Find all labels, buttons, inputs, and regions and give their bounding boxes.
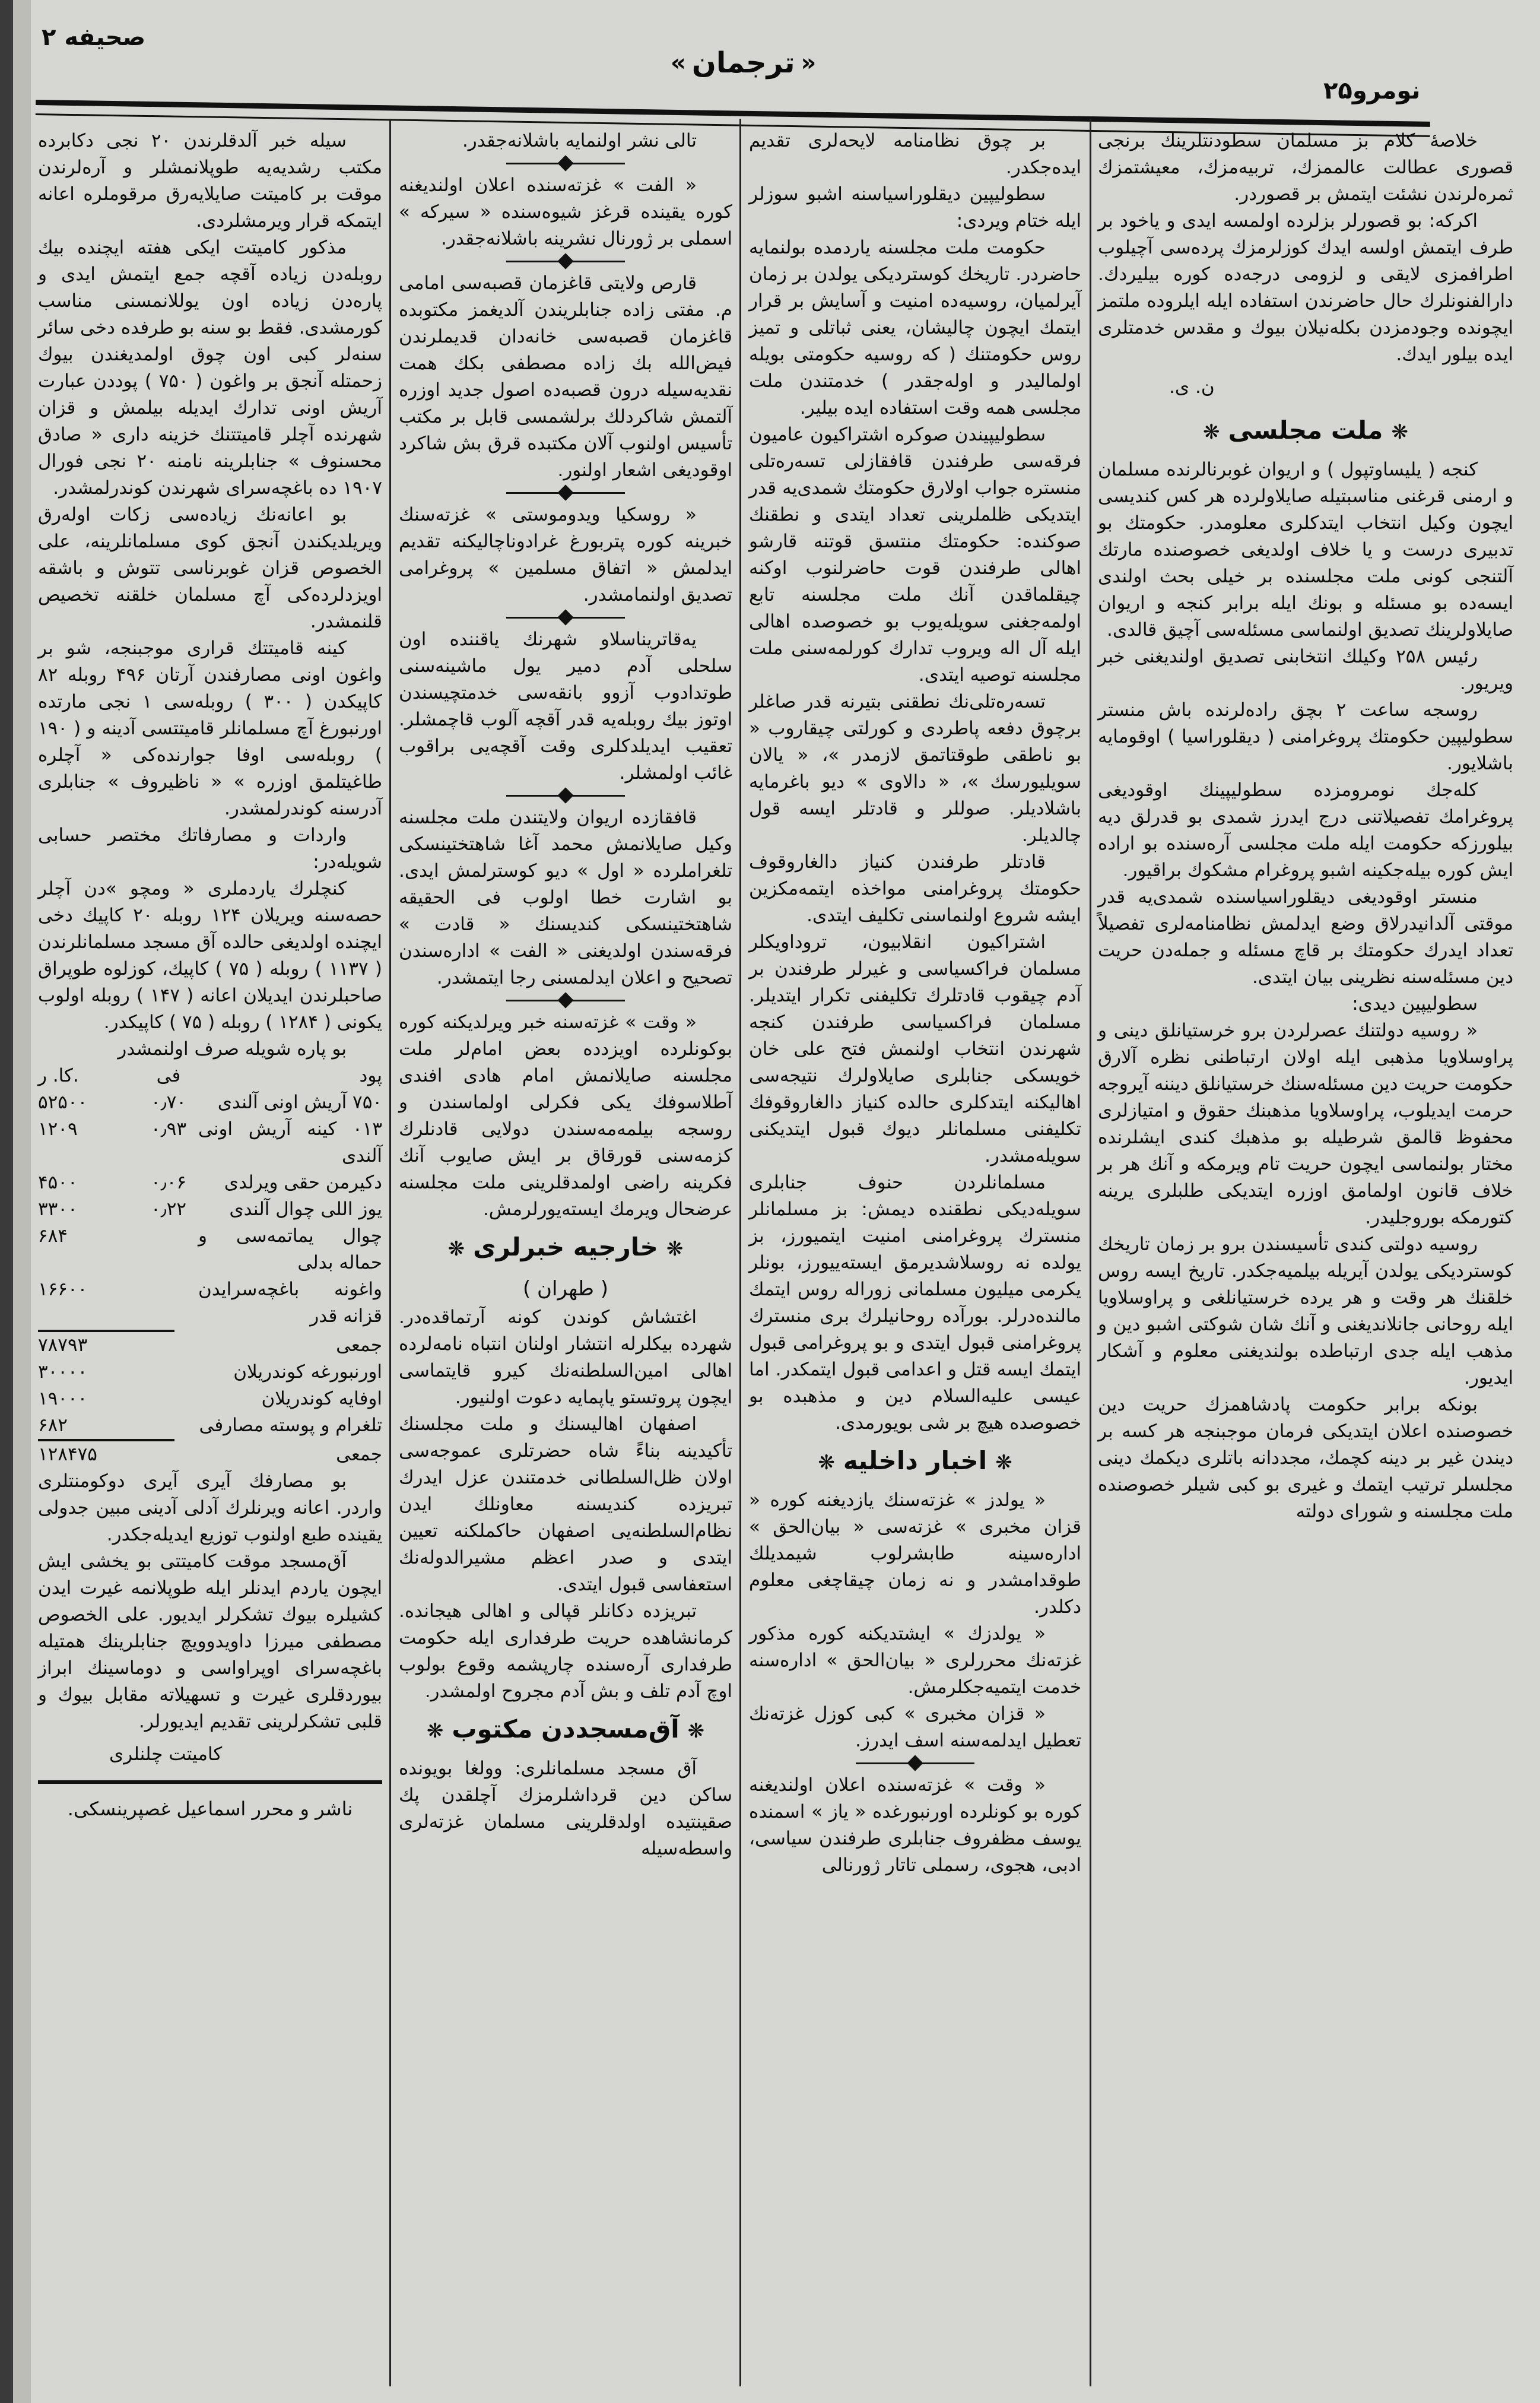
- paragraph: کنچلرك یاردملری « ومچو »دن آچلر حصه‌سنه ویریلان ۱۲۴ روبله ۲۰ کاپیك دخی ایچنده اولدیغی حالده آق مسجد مسلمانلرندن ( ۱۱۳۷ ) روبله ( ۷۵ ) کاپیك، کوزلوه طوپراق صاحبلرندن ایدیلان اعانه ( ۱۴۷ ) روبله اولوب یکونی ( ۱۲۸۴ ) روبله ( ۷۵ ) کاپیکدر.: [38, 878, 383, 1033]
- table-row: [38, 1116, 382, 1169]
- table-row: [38, 1412, 382, 1439]
- section-heading: [749, 1440, 1081, 1483]
- row-unit-price: [139, 1386, 198, 1412]
- section-divider: [399, 787, 732, 804]
- paragraph: مذکور کامیتت ایکی هفته ایچنده بیك روبله‌دن زیاده آقچه جمع ایتمش ایدی و پاره‌دن زیاده اون یوللانمسنی مناسب کورمشدی. فقط بو سنه بو طرفده دخی سائر سنه‌لر کبی اون چوق اولمدیغندن بیوك زحمتله آنجق بر واغون ( ۷۵۰ ) پوددن عبارت آریش اونی تدارك ایدیله بیلمش و قزان شهرنده آچلر قامیتتنك خزینه داری « صادق محسنوف » جنابلرینه نامنه ۲۰ نجی فورال ۱۹۰۷ ده باغچه‌سرای شهرندن کوندرلمشدر.: [38, 237, 383, 499]
- signature: ن. ی.: [1169, 376, 1215, 398]
- paragraph: « روسکیا ویدوموستی » غزته‌سنك خبرینه کوره پتربورغ غرادوناچالیکنه تقدیم ایدلمش « اتفاق مسلمین » پروغرامی تصدیق اولنمامشدر.: [399, 504, 732, 605]
- table-row: [38, 1386, 382, 1412]
- paragraph: تسه‌ره‌تلی‌نك نطقنی بتیرنه قدر صاغلر برچوق دفعه پاطردی و کورلتی چیقاروب « بو ناطقی طوقتاتمق لازمدر »، « یالان سویلیورسك »، « دالاوی » دیو باغرمایه باشلادیلر. صوللر و قادتلر ایسه قول چالدیلر.: [749, 691, 1081, 846]
- paragraph: یه‌قاترینا‌سلاو شهرنك یاقننده اون سلحلی آدم دمیر یول ماشینه‌سنی طوتدادوب آزوو بانقه‌سی خدمتچیسندن اوتوز بیك روبله‌یه قدر آقچه آلوب قاچمشلر. تعقیب ایدیلدکلری وقت آقچه‌یی براقوب غائب اولمشلر.: [399, 629, 732, 784]
- table-total-row: [38, 1441, 382, 1468]
- row-unit-price: ۰٫۲۲: [150, 1199, 187, 1220]
- paragraph: تبریزده دکانلر قپالی و اهالی هیجانده. کرمانشاهده حریت طرفداری ایله حکومت طرفداری آره‌سنده چارپشمه وقوع بولوب اوچ آدم تلف و بش آدم مجروح اولمشدر.: [399, 1600, 732, 1702]
- paragraph: آق‌مسجد موقت کامیتتی بو یخشی ایش ایچون یاردم ایدنلر ایله طوپلانمه غیرت ایدن کشیلره بیوك تشکرلر ایدیور. علی الخصوص مصطفی میرزا داویدوویچ جنابلرینك همتیله باغچه‌سرای اوپراواسی و دوماسینك ابراز بیوردقلری غیرت و تسهیلاته مقابل بیوك و قلبی تشکرلرینی تقدیم ایدیورلر.: [38, 1551, 382, 1732]
- section-divider: [399, 991, 732, 1009]
- paragraph: رئیس ۲۵۸ وکیلك انتخابنی تصدیق اولندیغنی خبر ویریور.: [1098, 646, 1513, 694]
- ornament-icon: ❋: [995, 1451, 1012, 1475]
- footer-rule: [38, 1780, 382, 1784]
- row-label: اوفایه کوندریلان: [261, 1388, 382, 1409]
- paragraph: « وقت » غزته‌سنه خبر ویرلدیکنه کوره بوکونلرده اویزدده بعض امام‌لر ملت مجلسنه صایلانمش امام هادی افندی آطلاسوفك یکی فکرلی اولماسندن و روسجه بیلمه‌مه‌سندن دولایی قادنلرك کزمه‌سنی قورقاق بر ایش صایوب آنك فکرینه راضی اولمدقلرینی ملت مجلسنه عرضحال ویرمك ایسته‌یورلرمش.: [399, 1012, 732, 1220]
- signature: کامیتت چلنلری: [109, 1743, 223, 1765]
- ornament-icon: »: [671, 49, 686, 77]
- row-amount: ۶۸۲: [38, 1415, 68, 1436]
- ornament-icon: «: [801, 49, 817, 77]
- section-heading-text: آق‌مسجددن مکتوب: [452, 1714, 679, 1743]
- section-divider: [399, 252, 732, 270]
- paragraph: « الفت » غزته‌سنده اعلان اولندیغنه کوره یقینده قرغز شیوه‌سنده « سیرکه » اسملی بر ژورنال نشرینه باشلانه‌جقدر.: [399, 175, 732, 249]
- row-unit-price: ۰٫۷۰: [150, 1092, 187, 1113]
- row-label: اورنبورغه کوندریلان: [233, 1361, 382, 1383]
- paragraph: قادتلر طرفندن کنیاز دالغاروقوف حکومتك پروغرامنی مواخذه ایتمه‌مکزین ایشه شروع اولنماسنی تکلیف ایتدی.: [749, 851, 1081, 926]
- ornament-icon: ❋: [687, 1719, 705, 1743]
- paragraph: بو مصارفك آیری آیری دوکومنتلری واردر. اعانه ویرنلرك آدلی آدینی مبین جدولی یقینده طبع اولنوب توزیع ایدیله‌جکدر.: [38, 1470, 382, 1545]
- paragraph: « وقت » غزته‌سنده اعلان اولندیغنه کوره بو کونلرده اورنبورغده « یاز » اسمنده یوسف مظفروف جنابلری طرفندن سیاسی، ادبی، هجوی، رسملی تاتار ژورنالی: [749, 1774, 1081, 1876]
- column-center-right: [749, 128, 1081, 1879]
- ornament-icon: ❋: [818, 1451, 835, 1475]
- paragraph: کله‌جك نومرومزده سطولیپینك اوقودیغی پروغرامك تفصیلاتنی درج ایدرز شمدی بو قدرلق دیه بیلورزکه حکومت ایله ملت مجلسی آره‌سنده بو اراده ایش کوره بیله‌جکینه اشبو پروغرام مشکوك براقیور.: [1098, 779, 1513, 881]
- paragraph: اغتشاش کوندن کونه آرتماقده‌در. شهرده بیکلرله انتشار اولنان انتباه نامه‌لرده اهالی امین‌السلطنه‌نك کیرو قایتماسی ایچون پروتستو یاپمایه دعوت اولنیور.: [399, 1307, 732, 1408]
- paragraph: مسلمانلردن حنوف جنابلری سویله‌دیکی نطقنده دیمش: بز مسلمانلر منسترك پروغرامنی امنیت ایتمیورز، بز یولده نه روسلاشدیرمق ایسته‌ییورز، بونلر یکرمی میلیون مسلمانی زوراله روس ایتمك مالنده‌درلر. بورآده روحانیلرك بری منسترك پروغرامنی قبول ایتدی و بو پروغرامی قبول ایتمك ایسه قتل و اعدامی قبول ایتمکدر. اما عیسی علیه‌السلام دین و مذهبده بو خصوصده هیچ بر شی بویورمدی.: [749, 1172, 1081, 1434]
- paragraph: اشتراکیون انقلابیون، تروداویکلر مسلمان فراکسیاسی و غیرلر طرفندن بر آدم چیقوب قادتلرك تکلیفنی تکرار ایتدیلر. مسلمان فراکسیاسی طرفندن کنجه شهرندن انتخاب اولنمش فتح علی خان خویسکی جنابلری صایلاولرك نتیجه‌سی اهالیکنه ایتدکلری حالده کنیاز دالغاروقوفك تکلیفنی مسلمانلر دیوك قبول ایتدیکنی سویله‌مشدر.: [749, 931, 1081, 1166]
- section-divider: [399, 608, 732, 626]
- paragraph: سطولیپین دیدی:: [1352, 993, 1478, 1015]
- paragraph: روسیه دولتی کندی تأسیسندن برو بر زمان تاریخك کوستردیکی یولدن آیریله بیلمیه‌جکدر. تاریخ ایسه روس خلقنك هر وقت و هر یرده خرستیانلغی و پراوسلاویا ایله روحانی جانلاندیغنی و آنك شان شوکتی اشبو دین و مذهب ایله جدی ارتباطده بولندیغنی معلوم و آشکار ایدیور.: [1098, 1234, 1513, 1388]
- masthead-title: [671, 46, 816, 80]
- page-number: صحیفه ۲: [42, 24, 146, 51]
- paragraph: « یولدز » غزته‌سنك یازدیغنه کوره « قزان مخبری » غزته‌سی « بیان‌الحق » اداره‌سینه طابشرلوب شیمدیلك طوقدامشدر و نه زمان چیقاچغی معلوم دکلدر.: [749, 1489, 1081, 1618]
- row-label: دکیرمن حقی ویرلدی: [224, 1172, 382, 1193]
- paragraph: اصفهان اهالیسنك و ملت مجلسنك تأکیدینه بناءً شاه حضرتلری عموجه‌سی اولان ظل‌السلطانی خدمتندن عزل ایدرك تبریزده کندیسنه معاونلك ایدن نظام‌السلطنه‌یی اصفهان حاکملکنه تعیین ایتدی و صدر اعظم مشیرالدوله‌نك استعفاسی قبول ایتدی.: [399, 1413, 732, 1595]
- divider-ornament-icon: [506, 1000, 625, 1001]
- paragraph: واردات و مصارفاتك مختصر حسابی شویله‌در:: [38, 825, 382, 873]
- publisher-line: ناشر و محرر اسماعیل غصپرینسکی.: [67, 1798, 353, 1820]
- row-unit-price: [139, 1359, 198, 1386]
- row-unit-price: [139, 1412, 198, 1439]
- row-amount: ۴۵۰۰: [38, 1172, 78, 1193]
- section-heading: [399, 1226, 732, 1270]
- column-right: [1098, 128, 1513, 1525]
- table-row: [38, 1359, 382, 1386]
- divider-ornament-icon: [506, 163, 625, 164]
- scan-margin: [13, 0, 31, 2403]
- column-divider: [1090, 119, 1091, 2386]
- paragraph: بو پاره شویله صرف اولنمشدر: [118, 1038, 347, 1060]
- table-row: [38, 1223, 382, 1276]
- row-label: واغونه باغچه‌سرایدن قزانه قدر: [198, 1279, 382, 1327]
- paragraph: « روسیه دولتنك عصرلردن برو خرستیانلق دینی و پراوسلاویا مذهبی ایله اولان ارتباطنی نظره آلارق حکومت حریت دین مسئله‌سنك خرستیانلق دیننه آیروجه حرمت ایدیلوب، پراوسلاویا مذهبنك حقوق و امتیازلری محفوظ قالمق شرطیله بو مذهبك کندی ایشلرنده مختار بولنماسی ایچون حریت تام ویرمکه و آنك هر بر خلاف قانون اولمامق اوزره ایتدیکی طلبلری یرینه کتورمکه بوروجلیدر.: [1098, 1020, 1513, 1228]
- section-heading: [1098, 410, 1513, 453]
- row-label: چوال یماتمه‌سی و حماله بدلی: [198, 1225, 382, 1273]
- paragraph: « یولدزك » ایشتدیکنه کوره مذکور غزته‌نك محررلری « بیان‌الحق » اداره‌سنه خدمت ایتمیه‌جکلرمش.: [749, 1623, 1081, 1698]
- row-amount: ۱۲۰۹: [38, 1118, 78, 1140]
- paragraph: آق مسجد مسلمانلری: وولغا بویونده ساکن دین قرداشلرمزك آچلقدن پك صقینتیده اولدقلرینی مسلمان غزته‌لری واسطه‌سیله: [399, 1758, 732, 1859]
- table-row: [38, 1276, 382, 1330]
- row-unit-price: ۰٫۰۶: [150, 1172, 187, 1193]
- section-subheading: ( طهران ): [522, 1277, 609, 1301]
- issue-number: نومرو۲۵: [1323, 77, 1421, 104]
- paragraph: بو اعانه‌نك زیاده‌سی زکات اوله‌رق ویریلدیکندن آنجق کوی مسلمانلرینه، علی الخصوص قزان غوبرناسی تتوش و باشقه اویزدلرده‌کی آچ مسلمان خلقنه تخصیص قلنمشدر.: [38, 504, 382, 632]
- ornament-icon: ❋: [426, 1719, 444, 1743]
- total-label: جمعی: [336, 1444, 382, 1465]
- paragraph: سیله خبر آلدقلرندن ۲۰ نجی دکابرده مکتب رشدیه‌یه طوپلانمشلر و آره‌لرندن موقت بر کامیتت صایلایه‌رق مرقوملره اعانه ایتمکه قرار ویرمشلردی.: [38, 130, 382, 232]
- row-label: تلغرام و پوسته مصارفی: [199, 1415, 382, 1436]
- row-label: ۰۱۳ کینه آریش اونی آلندی: [198, 1118, 382, 1166]
- section-divider: [399, 154, 732, 172]
- paragraph: کینه قامیتتك قراری موجبنجه، شو بر واغون اونی مصارفندن آرتان ۴۹۶ روبله ۸۲ کاپیکدن ( ۳۰۰ ) روبله‌سی ۱ نجی مارتده اورنبورغ آچ مسلمانلر قامیتتسی آدینه و ( ۱۹۰ ) روبله‌سی اوفا جوارنده‌کی « آچلره طاغیتلمق اوزره » « ناظیروف » جنابلری آدرسنه کوندرلمشدر.: [38, 638, 382, 819]
- total-amount: ۱۲۸۴۷۵: [38, 1444, 97, 1465]
- newspaper-name: ترجمان: [691, 46, 795, 80]
- row-amount: ۱۹۰۰۰: [38, 1388, 88, 1409]
- paragraph: اکرکه: بو قصورلر بزلرده اولمسه ایدی و یاخود بر طرف ایتمش اولسه ایدك کوزلرمزك پرده‌سی آچیلوب اطرافمزی لایقی و لزومی درجه‌ده کوره بیلیردك. دارالفنونلرك حال حاضرندن استفاده ایله ایلروده ملتمز ایچونده وجودمزدن بکله‌نیلان بیوك و مقدس خدمتلری ایده بیلور ایدك.: [1098, 210, 1513, 365]
- row-amount: ۳۳۰۰: [38, 1199, 78, 1220]
- row-amount: ۳۰۰۰۰: [38, 1361, 88, 1383]
- paragraph: بر چوق نظامنامه لایحه‌لری تقدیم ایده‌جکدر.: [749, 130, 1081, 178]
- column-divider: [739, 119, 741, 2386]
- divider-ornament-icon: [506, 795, 625, 797]
- table-row: [38, 1169, 382, 1196]
- ornament-icon: ❋: [1203, 420, 1220, 444]
- paragraph: کنجه ( یلیساوتپول ) و اریوان غوبرنالرنده مسلمان و ارمنی قرغنی مناسبتیله صایلاولرده هر کس کندیسی ایچون وکیل انتخاب ایتدکلری معلومدر. حکومتك بو تدبیری درست و یا خلاف اولدیغی خصوصنده مارتك آلتنجی کونی ملت مجلسنده بر خیلی بحث اولندی ایسه‌ده بو مسئله و بونك ایله برابر کنجه و اریوان صایلاولرینك تصدیق اولنماسی مسئله‌سی آچیق قالدی.: [1098, 459, 1513, 641]
- table-row: [38, 1089, 382, 1116]
- section-heading-text: خارجیه خبرلری: [473, 1232, 658, 1261]
- paragraph: بونکه برابر حکومت پادشاهمزك حریت دین خصوصنده اعلان ایتدیکی فرمان موجبنجه هر کسه بر دیندن غیر بر دینه کچمك، مجددانه باتلری دیکمك دینی مجلسلر ترتیب ایتمك و غیری بو کبی شیلر خصوصنده ملت مجلسنه و شورای دولته: [1098, 1394, 1513, 1522]
- column-divider: [389, 119, 391, 2386]
- section-heading-text: اخبار داخلیه: [843, 1446, 987, 1475]
- column-left: [38, 128, 382, 1827]
- total-label: جمعی: [336, 1334, 382, 1356]
- row-label: پود: [359, 1065, 382, 1086]
- divider-ornament-icon: [506, 492, 625, 494]
- total-amount: ۷۸۷۹۳: [38, 1334, 88, 1356]
- row-amount: کا. ر.: [38, 1065, 79, 1086]
- table-row: [38, 1196, 382, 1223]
- column-center-left: [399, 128, 732, 1862]
- table-total-row: [38, 1332, 382, 1359]
- row-label: ۷۵۰ آریش اونی آلندی: [217, 1092, 382, 1113]
- paragraph: خلاصهٔ کلام بز مسلمان سطودنتلرینك برنجی قصوری عطالت عالممزك، تربیه‌مزك، معیشتمزك ثمره‌لرندن نشئت ایتمش بر قصوردر.: [1098, 130, 1513, 205]
- paragraph: « قزان مخبری » کبی کوزل غزته‌نك تعطیل ایدلمه‌سنه اسف ایدرز.: [749, 1703, 1081, 1751]
- row-amount: ۶۸۴: [38, 1225, 68, 1247]
- section-divider: [399, 484, 732, 502]
- row-unit-price: فی: [156, 1065, 181, 1086]
- divider-ornament-icon: [856, 1762, 974, 1764]
- section-heading: [399, 1708, 732, 1752]
- ornament-icon: ❋: [447, 1237, 465, 1261]
- section-divider: [749, 1754, 1081, 1772]
- divider-ornament-icon: [506, 617, 625, 619]
- section-heading-text: ملت مجلسی: [1228, 416, 1383, 445]
- ornament-icon: ❋: [1391, 420, 1408, 444]
- paragraph: سطولیپین دیقلوراسیاسنه اشبو سوزلر ایله ختام ویردی:: [749, 183, 1081, 232]
- row-label: یوز اللی چوال آلندی: [229, 1199, 382, 1220]
- row-amount: ۱۶۶۰۰: [38, 1279, 88, 1300]
- paragraph: حکومت ملت مجلسنه یاردمده بولنمایه حاضردر. تاریخك کوستردیکی یولدن بر زمان آیرلمیان، روسیه‌ده امنیت و آسایش بر قرار ایتمك ایچون چالیشان، یعنی ثباتلی و تمیز روس حکومتنك ( که روسیه حکومتی بویله اولمالیدر و اوله‌جقدر ) خدمتندن ملت مجلسی همه وقت استفاده ایده بیلیر.: [749, 237, 1081, 419]
- paragraph: منستر اوقودیغی دیقلوراسیاسنده شمدی‌یه قدر موقتی آلدانیدرلاق وضع ایدلمش نظامنامه‌لری تفصیلاً تعداد ایدرك حکومتك بر قاچ مسئله و جمله‌دن حریت دین مسئله‌سنه نظرینی بیان ایتدی.: [1098, 886, 1513, 988]
- row-amount: ۵۲۵۰۰: [38, 1092, 88, 1113]
- paragraph: سطولیپیندن صوکره اشتراکیون عامیون فرقه‌سی طرفندن قافقازلی تسه‌ره‌تلی منستره جواب اولارق حکومتك شمدی‌یه قدر ایتدیکی ظلملرینی تعداد ایتدی و نطقنك صوکنده: حکومتك منتسق قوتنه قارشو اهالی طرفندن قوت حاضرلنوب اوکنه چیقلماقدن آنك ملت مجلسنه تابع اولمه‌جغنی سویله‌یوب بو خصوصده اهالی ایله آل اله ویروب تدارك کورلمه‌سنی ملت مجلسنه توصیه ایتدی.: [749, 424, 1081, 686]
- paragraph: تالی نشر اولنمایه باشلانه‌جقدر.: [462, 130, 697, 151]
- scan-edge: [0, 0, 13, 2403]
- paragraph: قارص ولایتی قاغزمان قصبه‌سی امامی م. مفتی زاده جنابلریندن آلدیغمز مکتوبده قاغزمان قصبه‌سی خانه‌دان قدیملرندن فیض‌الله بك زاده مصطفی بکك همت نقدیه‌سیله درون قصبه‌ده اصول جدید اوزره آلتمش شاکردلك برلشمسی قابل بر مکتب تأسیس اولنوب آلان مکتبده قرق بش شاکرد اوقودیغی اشعار اولنور.: [399, 272, 732, 481]
- table-row: [38, 1063, 382, 1089]
- row-unit-price: [139, 1276, 198, 1330]
- row-unit-price: [139, 1223, 198, 1276]
- row-unit-price: ۰٫۹۳: [150, 1118, 187, 1140]
- paragraph: قافقازده اریوان ولایتندن ملت مجلسنه وکیل صایلانمش محمد آغا شاهتختینسکی تلغراملرده « اول » دیو کوسترلمش ایدی. بو اشارت خطا اولوب فی الحقیقه شاهتختینسکی کندیسنك « قادت » فرقه‌سندن اولدیغنی « الفت » اداره‌سندن تصحیح و اعلان ایدلمسنی رجا ایتمشدر.: [399, 807, 732, 988]
- paragraph: روسجه ساعت ۲ بچق راده‌لرنده باش منستر سطولیپین حکومتك پروغرامنی ( دیقلوراسیا ) اوقومایه باشلایور.: [1098, 699, 1513, 774]
- divider-ornament-icon: [506, 261, 625, 262]
- ornament-icon: ❋: [666, 1237, 684, 1261]
